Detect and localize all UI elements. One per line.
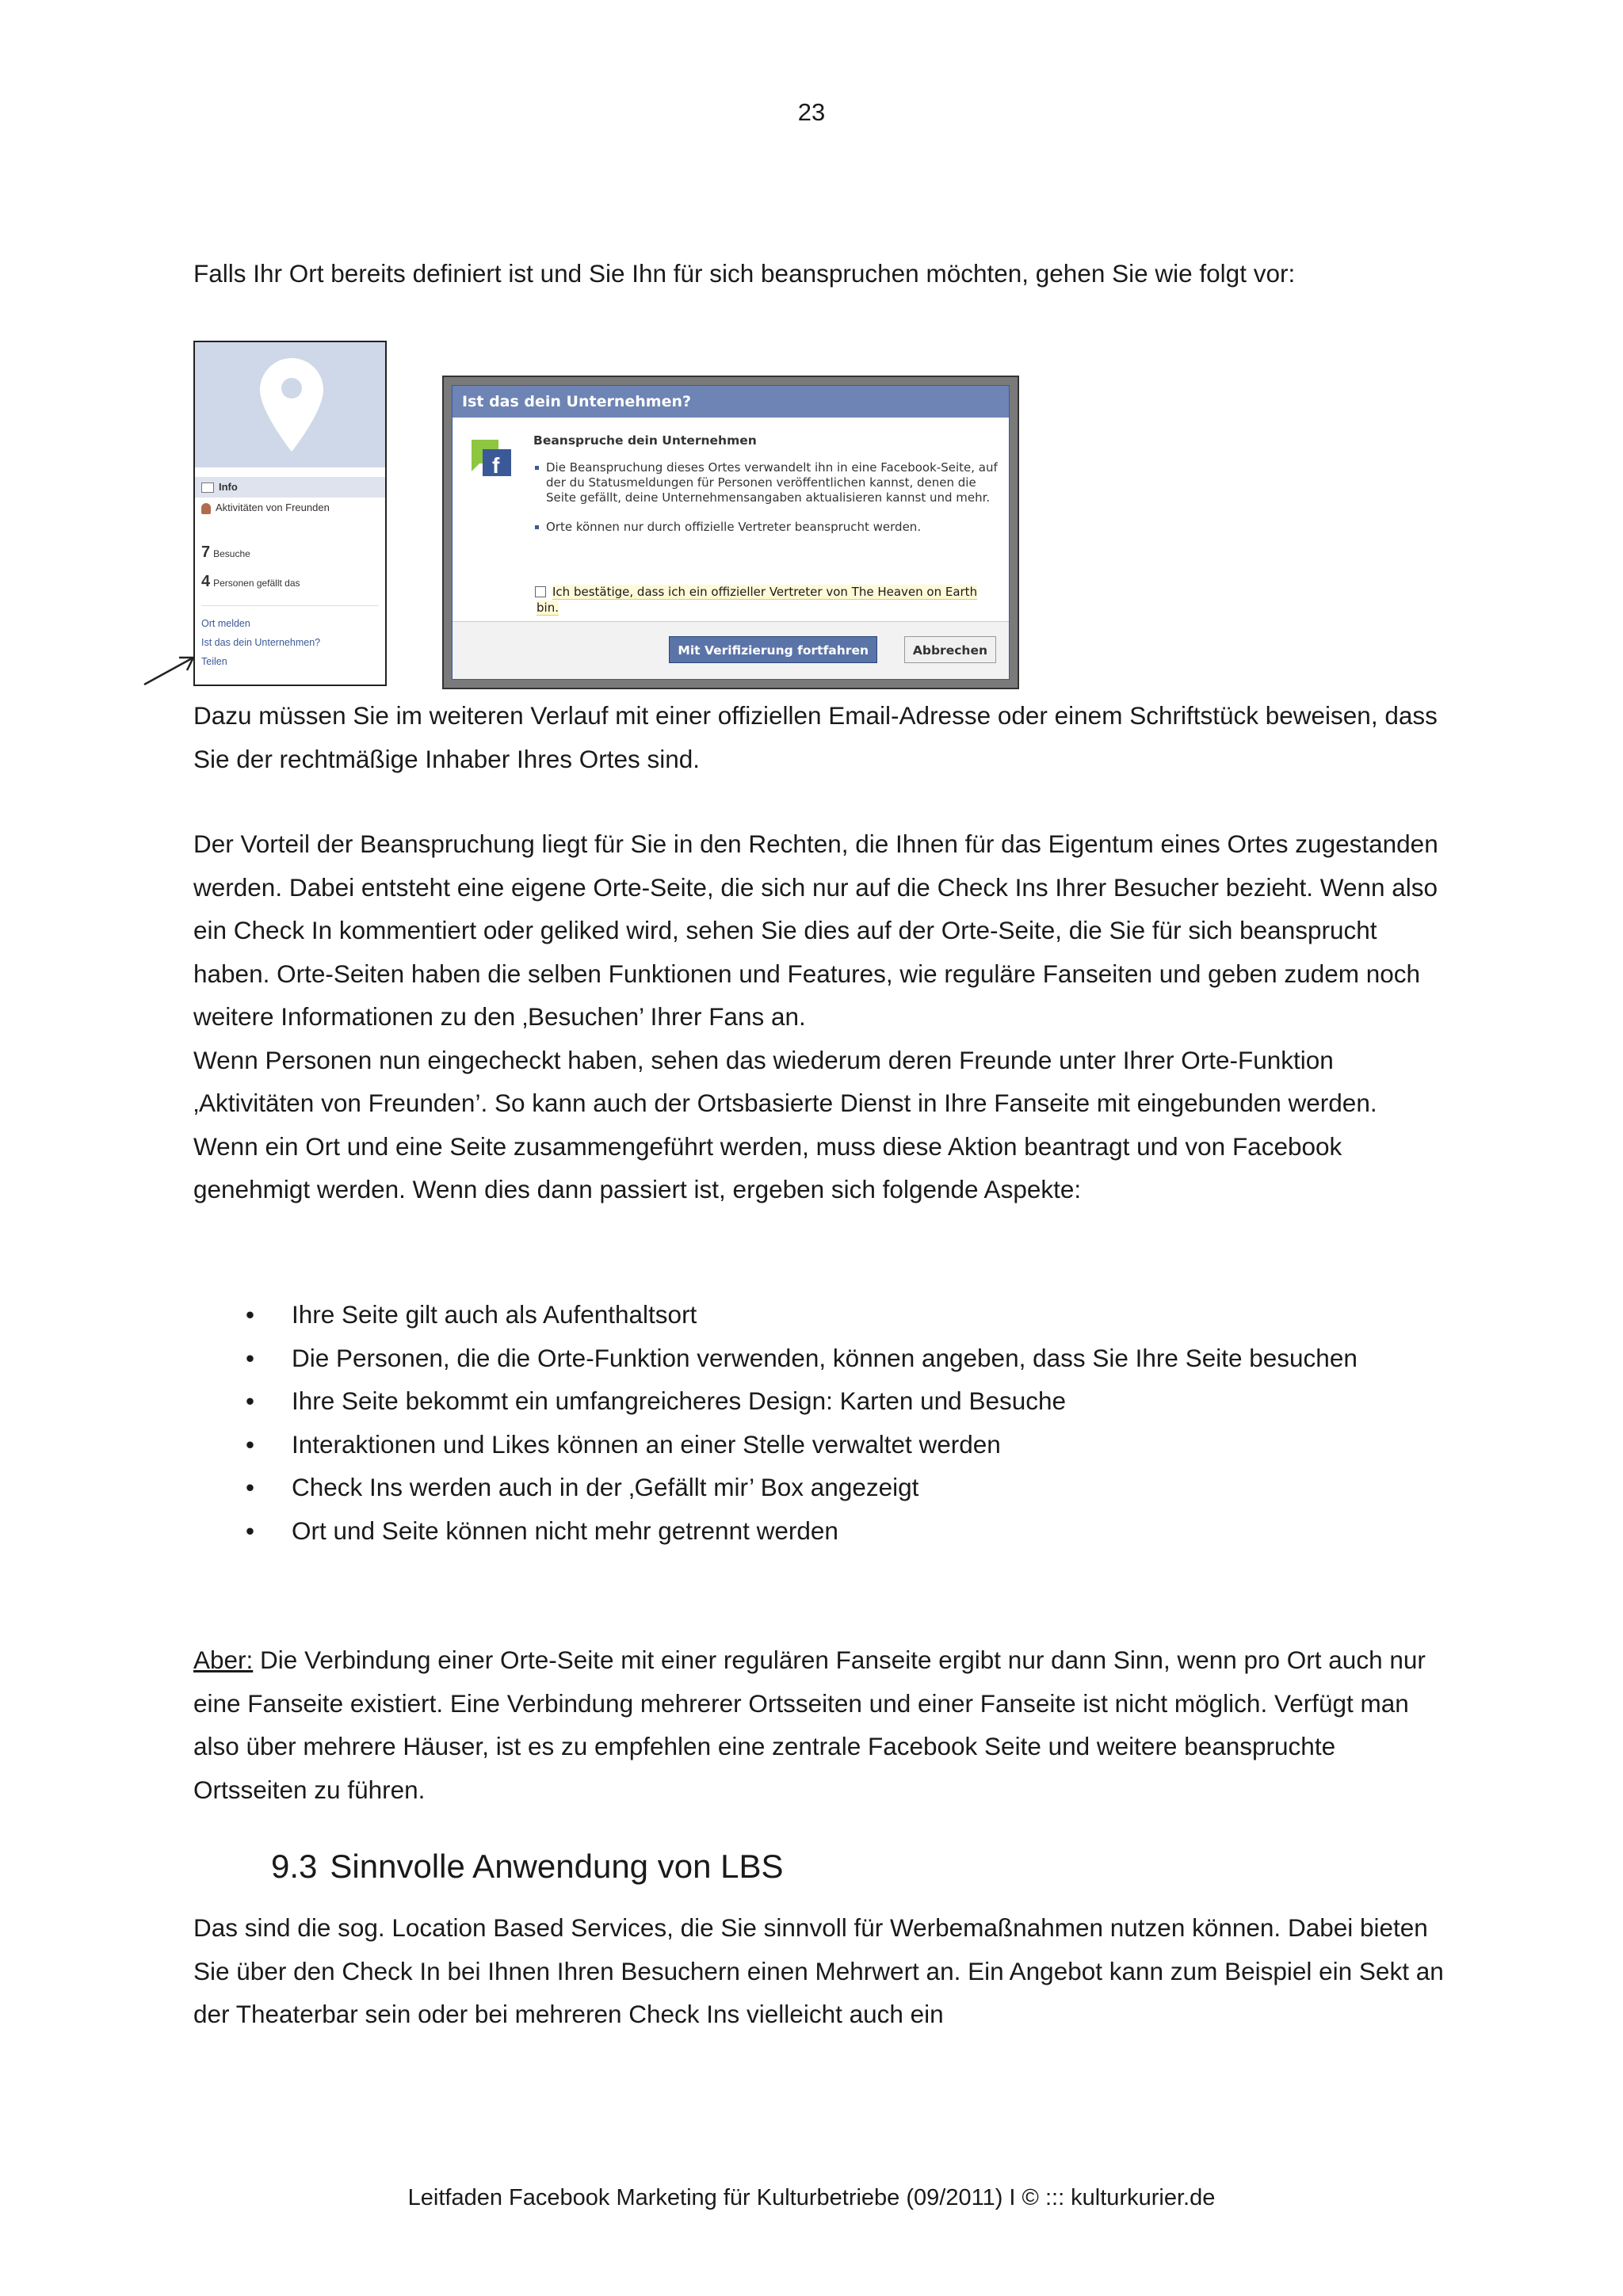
section-heading bbox=[271, 1848, 783, 1886]
page-number: 23 bbox=[797, 98, 826, 126]
confirm-label: Ich bestätige, dass ich ein offizieller Vertreter von The Heaven on Earth bin. bbox=[537, 585, 978, 615]
list-item: • Die Personen, die die Orte-Funktion verwenden, können angeben, dass Sie Ihre Seite besuchen bbox=[193, 1337, 1445, 1380]
dialog-point: Orte können nur durch offizielle Vertreter beansprucht werden. bbox=[546, 520, 1001, 535]
report-place-link[interactable]: Ort melden bbox=[201, 618, 250, 629]
divider bbox=[201, 605, 379, 606]
place-sidebar-screenshot bbox=[193, 341, 387, 686]
paragraph-advantages bbox=[193, 822, 1445, 1211]
section-number: 9.3 bbox=[271, 1848, 318, 1885]
dialog-footer bbox=[453, 621, 1009, 679]
paragraph-lbs: Das sind die sog. Location Based Services, die Sie sinnvoll für Werbemaßnahmen nutzen können. Dabei bieten Sie über den Check In bei Ihnen Ihren Besuchern einen Mehrwert an. Ein Angebot kann zum Beispiel ein Sekt an der Theaterbar sein oder bei mehreren Check Ins vielleicht auch ein bbox=[193, 1913, 1444, 2028]
svg-text:f: f bbox=[492, 453, 500, 478]
list-item: • Ihre Seite gilt auch als Aufenthaltsort bbox=[193, 1293, 1445, 1337]
claim-business-link[interactable]: Ist das dein Unternehmen? bbox=[201, 637, 321, 648]
paragraph-proof: Dazu müssen Sie im weiteren Verlauf mit einer offiziellen Email-Adresse oder einem Schriftstück beweisen, dass Sie der rechtmäßige Inhaber Ihres Ortes sind. bbox=[193, 701, 1438, 773]
caveat-label: Aber: bbox=[193, 1646, 254, 1674]
list-item: • Interaktionen und Likes können an einer Stelle verwaltet werden bbox=[193, 1423, 1445, 1466]
page-footer: Leitfaden Facebook Marketing für Kulturbetriebe (09/2011) I © ::: kulturkurier.de bbox=[407, 2185, 1216, 2210]
list-item: • Ihre Seite bekommt ein umfangreicheres Design: Karten und Besuche bbox=[193, 1379, 1445, 1423]
likes-stat: 4 Personen gefällt das bbox=[201, 573, 300, 590]
intro-paragraph: Falls Ihr Ort bereits definiert ist und Sie Ihn für sich beanspruchen möchten, gehen Sie wie folgt vor: bbox=[193, 259, 1296, 288]
share-link[interactable]: Teilen bbox=[201, 656, 227, 667]
confirm-checkbox[interactable] bbox=[535, 586, 546, 597]
cancel-button[interactable]: Abbrechen bbox=[904, 636, 996, 663]
location-pin-icon bbox=[258, 357, 325, 453]
paragraph-merge-text: Wenn Personen nun eingecheckt haben, sehen das wiederum deren Freunde unter Ihrer Orte-Funktion ‚Aktivitäten von Freunden’. So kann auch der Ortsbasierte Dienst in Ihre Fanseite mit eingebunden werden. Wenn ein Ort und eine Seite zusammengeführt werden, muss diese Aktion beantragt und von Facebook genehmigt werden. Wenn dies dann passiert ist, ergeben sich folgende Aspekte: bbox=[193, 1045, 1377, 1203]
dialog-title: Ist das dein Unternehmen? bbox=[453, 386, 1009, 418]
dialog-point: Die Beanspruchung dieses Ortes verwandelt ihn in eine Facebook-Seite, auf der du Statusmeldungen für Personen veröffentlichen kannst, denen die Seite gefällt, deine Unternehmensangaben aktualisieren kannst und mehr. bbox=[546, 460, 1001, 505]
dialog-subtitle: Beanspruche dein Unternehmen bbox=[533, 433, 757, 448]
tab-friend-activity[interactable]: Aktivitäten von Freunden bbox=[195, 498, 385, 518]
aspects-list bbox=[193, 1293, 1445, 1552]
pointer-arrow-icon bbox=[143, 650, 198, 688]
list-item: • Check Ins werden auch in der ‚Gefällt mir’ Box angezeigt bbox=[193, 1466, 1445, 1509]
section-title: Sinnvolle Anwendung von LBS bbox=[330, 1848, 784, 1885]
list-item: • Ort und Seite können nicht mehr getrennt werden bbox=[193, 1509, 1445, 1553]
caveat-text: Die Verbindung einer Orte-Seite mit einer regulären Fanseite ergibt nur dann Sinn, wenn pro Ort auch nur eine Fanseite existiert. Eine Verbindung mehrerer Ortsseiten und einer Fanseite ist nicht möglich. Verfügt man also über mehrere Häuser, ist es zu empfehlen eine zentrale Facebook Seite und weitere beanspruchte Ortsseiten zu führen. bbox=[193, 1646, 1426, 1804]
info-icon bbox=[201, 482, 214, 493]
paragraph-caveat bbox=[193, 1638, 1445, 1811]
claim-dialog-screenshot bbox=[442, 376, 1019, 689]
map-placeholder bbox=[195, 342, 385, 467]
person-icon bbox=[201, 503, 211, 514]
facebook-flag-icon bbox=[468, 438, 516, 486]
visits-stat: 7 Besuche bbox=[201, 543, 250, 561]
claim-dialog bbox=[452, 385, 1010, 680]
confirm-row[interactable] bbox=[537, 584, 996, 616]
continue-verification-button[interactable]: Mit Verifizierung fortfahren bbox=[669, 636, 877, 663]
paragraph-advantages-text: Der Vorteil der Beanspruchung liegt für Sie in den Rechten, die Ihnen für das Eigentum eines Ortes zugestanden werden. Dabei entsteht eine eigene Orte-Seite, die sich nur auf die Check Ins Ihrer Besucher bezieht. Wenn also ein Check In kommentiert oder geliked wird, sehen Sie dies auf der Orte-Seite, die Sie für sich beansprucht haben. Orte-Seiten haben die selben Funktionen und Features, wie reguläre Fanseiten und geben zudem noch weitere Informationen zu den ‚Besuchen’ Ihrer Fans an. bbox=[193, 830, 1438, 1031]
tab-info[interactable]: Info bbox=[195, 477, 385, 498]
